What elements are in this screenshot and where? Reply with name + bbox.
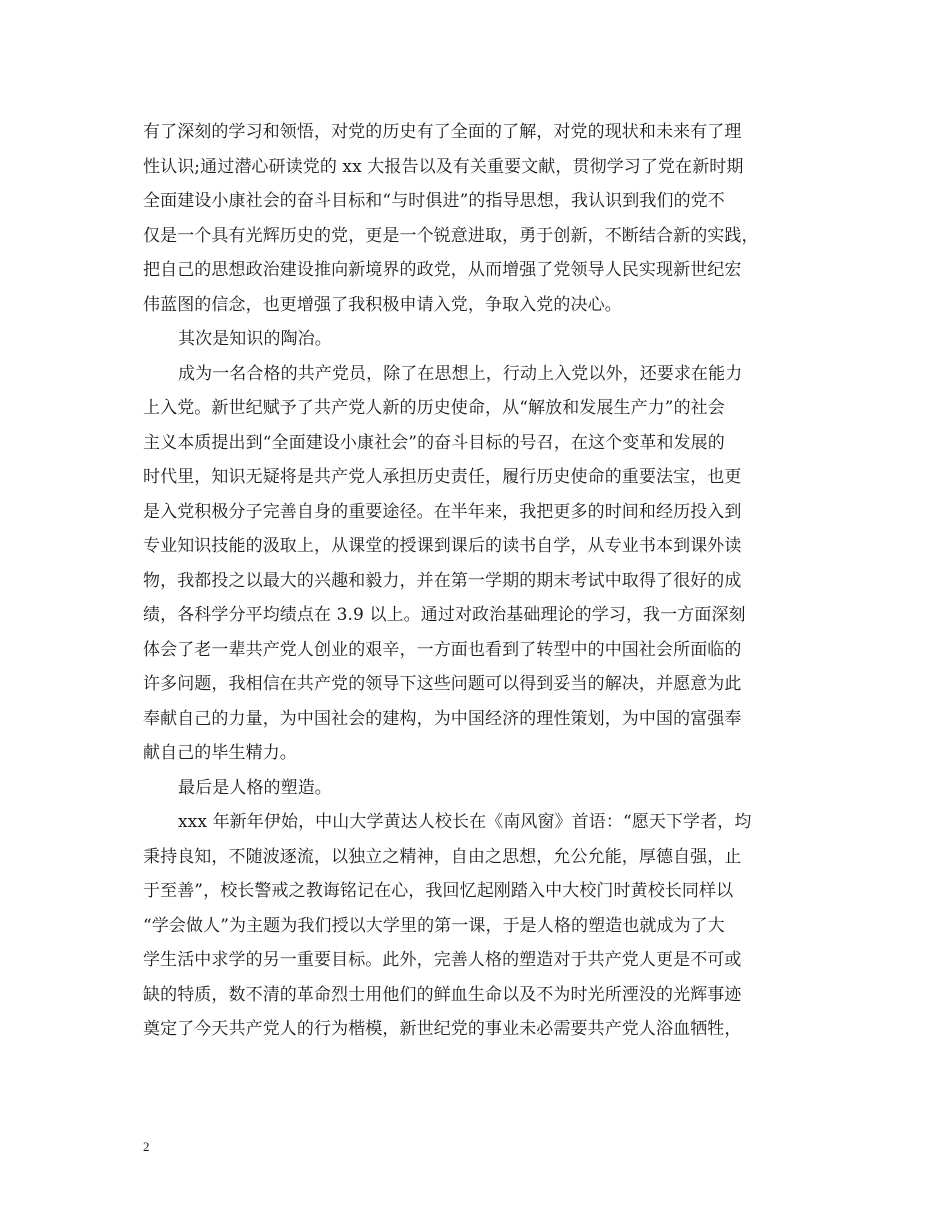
text-line: 时代里，知识无疑将是共产党人承担历史责任，履行历史使命的重要法宝，也更: [143, 467, 742, 487]
text-line: 成为一名合格的共产党员，除了在思想上，行动上入党以外，还要求在能力: [178, 363, 743, 384]
text-line: 把自己的思想政治建设推向新境界的政党，从而增强了党领导人民实现新世纪宏: [143, 260, 742, 280]
text-line: 许多问题，我相信在共产党的领导下这些问题可以得到妥当的解决，并愿意为此: [143, 674, 742, 694]
text-line: 是入党积极分子完善自身的重要途径。在半年来，我把更多的时间和经历投入到: [143, 501, 742, 522]
text-line: 伟蓝图的信念，也更增强了我积极申请入党，争取入党的决心。: [143, 294, 622, 315]
text-line: 主义本质提出到“全面建设小康社会”的奋斗目标的号召，在这个变革和发展的: [143, 432, 725, 453]
text-line: 全面建设小康社会的奋斗目标和“与时俱进”的指导思想，我认识到我们的党不: [143, 191, 725, 211]
text-line: 物，我都投之以最大的兴趣和毅力，并在第一学期的期末考试中取得了很好的成: [143, 570, 742, 591]
text-line: 于至善”，校长警戒之教诲铭记在心，我回忆起刚踏入中大校门时黄校长同样以: [143, 881, 734, 901]
text-line: 专业知识技能的汲取上，从课堂的授课到课后的读书自学，从专业书本到课外读: [143, 536, 742, 556]
text-line: 最后是人格的塑造。: [178, 777, 332, 798]
text-line: 仅是一个具有光辉历史的党，更是一个锐意进取，勇于创新，不断结合新的实践，: [143, 225, 759, 246]
page-number: 2: [143, 1139, 150, 1154]
text-line: 体会了老一辈共产党人创业的艰辛，一方面也看到了转型中的中国社会所面临的: [143, 639, 742, 660]
text-line: 献自己的毕生精力。: [143, 743, 297, 763]
text-line: “学会做人”为主题为我们授以大学里的第一课，于是人格的塑造也就成为了大: [143, 915, 725, 936]
text-line: xxx 年新年伊始，中山大学黄达人校长在《南风窗》首语：“愿天下学者，均: [178, 812, 752, 832]
text-line: 其次是知识的陶冶。: [178, 329, 332, 349]
text-line: 性认识;通过潜心研读党的 xx 大报告以及有关重要文献，贯彻学习了党在新时期: [143, 156, 744, 177]
text-line: 绩，各科学分平均绩点在 3.9 以上。通过对政治基础理论的学习，我一方面深刻: [143, 605, 746, 625]
document-body: [143, 115, 815, 1047]
text-line: 奉献自己的力量，为中国社会的建构，为中国经济的理性策划，为中国的富强奉: [143, 708, 742, 729]
text-line: 秉持良知，不随波逐流，以独立之精神，自由之思想，允公允能，厚德自强，止: [143, 846, 742, 867]
text-line: 奠定了今天共产党人的行为楷模，新世纪党的事业未必需要共产党人浴血牺牲，: [143, 1019, 742, 1039]
text-line: 上入党。新世纪赋予了共产党人新的历史使命，从“解放和发展生产力”的社会: [143, 398, 725, 418]
text-line: 学生活中求学的另一重要目标。此外，完善人格的塑造对于共产党人更是不可或: [143, 950, 742, 970]
text-line: 缺的特质，数不清的革命烈士用他们的鲜血生命以及不为时光所湮没的光辉事迹: [143, 984, 742, 1005]
text-line: 有了深刻的学习和领悟，对党的历史有了全面的了解，对党的现状和未来有了理: [143, 122, 742, 142]
